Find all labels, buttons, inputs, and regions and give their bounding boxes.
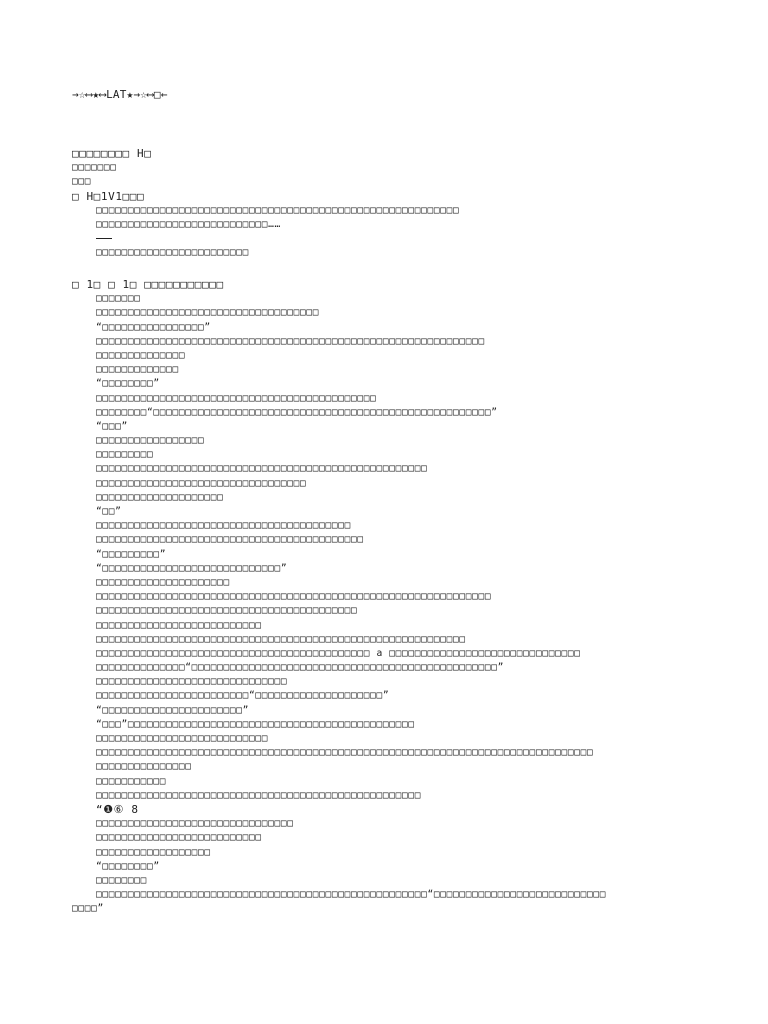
text-line: □□□□□□□□□□□□□□□□□□□□□□□□□□□□□□□□□□□□□□□□□□ xyxy=(96,534,364,546)
section-block xyxy=(72,278,712,916)
text-line: □ 1□ □ 1□ □□□□□□□□□□□ xyxy=(72,278,224,291)
text-line: “□□□”□□□□□□□□□□□□□□□□□□□□□□□□□□□□□□□□□□□□□□□□□□□□□ xyxy=(96,718,415,730)
intro-block xyxy=(72,147,712,260)
text-line: □□□□□□□□□□□□□□□□□□□□□□□□□□□□□□□□□□□□□□□□□□□□□□□□□□□□□□□□□□□□□□ xyxy=(96,591,492,603)
text-line: □□□□□□□□□□□□□□□□□□□□□□□□□□□□□□□□□□□□□□□□□ xyxy=(96,605,358,617)
text-line: “❶⑥ 8 xyxy=(96,802,139,816)
text-line: “□□□□□□□□□□□□□□□□” xyxy=(96,321,211,333)
text-line: □□□□□□□ xyxy=(72,162,117,174)
text-line: “□□□□□□□□” xyxy=(96,378,160,390)
text-line: □□□□□□□□□□□□□□□□□□□□ xyxy=(96,491,224,503)
text-line: □□□□□□□□“□□□□□□□□□□□□□□□□□□□□□□□□□□□□□□□□□□□□□□□□□□□□□□□□□□□□□” xyxy=(96,406,498,418)
text-line: □□□□□□□□□□□□□□□□□□□□□□□□□□□□□□□ xyxy=(96,818,294,830)
text-line: □□□□□□□□□□□□□□□□□□□□□□□□□□□□□□□□□□□□□□□□□□□□□□□□□□□□□□□□□□□□□□□□□□□□□□□□□□□□□□ xyxy=(96,747,594,759)
text-line: □□□□□□□□□□□□□□□□□□□□□□□□□□□□□□□□□□□□□□□□□□□□□□□□□□□□“□□□□□□□□□□□□□□□□□□□□□□□□□□□ xyxy=(96,889,607,901)
text-line: □□□□□□□ xyxy=(96,293,141,305)
text-line: □□□□□□□□ xyxy=(96,874,148,886)
text-line: □□□□” xyxy=(72,903,104,915)
text-line: □□□□□□□□□□□□□□□□□□□□□□□□□□□□□□□□□□□□□□□□□□□□□□□□□□□□□□□□□□ xyxy=(96,633,466,645)
text-line: “□□□” xyxy=(96,420,128,432)
text-line: □□□□□□□□□□□□□□□□□□□□□□□□“□□□□□□□□□□□□□□□□□□□□” xyxy=(96,690,390,702)
text-line: □□□□□□□□□□□□□□□□□□□□□□□□□□ xyxy=(96,619,262,631)
text-line: □ H□1V1□□□ xyxy=(72,189,145,203)
text-line: □□□□□□□□□□□□□□□□□□□□□□□□□□□□□□□□□□□□□□□□□□□□□□□□□□□□□□□□□ xyxy=(96,204,460,216)
text-line: □□□□□□□□□□□□□□□□□□□□□□□□□□□…… xyxy=(96,218,281,230)
text-line: □□□□□□□□□□□□□□ xyxy=(96,349,186,361)
text-line: □□□□□□□□□□□□□□□□□□□□□□□□□□□□□□□□□□□□□□□□□□□□□□□□□□□ xyxy=(96,789,422,801)
text-line: □□□□□□□□□□□□□□□□□□□□□□□□□□□□□□□□□□□□□□□□□□□□ xyxy=(96,392,377,404)
text-line: □□□□□□□□□□□ xyxy=(96,775,167,787)
text-line: □□□□□□□□□□□□□□□□□□□□□□□□□□□□□□ xyxy=(96,676,288,688)
text-line: □□□□□□□□□□□□□□“□□□□□□□□□□□□□□□□□□□□□□□□□□□□□□□□□□□□□□□□□□□□□□□□” xyxy=(96,662,505,674)
text-line: □□□□□□□□□□□□□□□□□□□□□ xyxy=(96,576,230,588)
text-line: □□□□□□□□□□□□□□□□□□□□□□□□□□□□□□□□□□□□□□□□□□□ a □□□□□□□□□□□□□□□□□□□□□□□□□□□□□□ xyxy=(96,647,581,659)
text-line: “□□□□□□□□□” xyxy=(96,548,167,560)
text-line: □□□□□□□□□□□□□□□□□□□□□□□□□□□ xyxy=(96,733,269,744)
text-line: “□□□□□□□□” xyxy=(96,860,160,872)
text-line: □□□□□□□□□□□□□□□□□ xyxy=(96,435,205,447)
text-line: □□□□□□□□□□□□□□□□□□□□□□□□□□□□□□□□□□□ xyxy=(96,307,320,319)
text-line: □□□□□□□□□□□□□□□□□□ xyxy=(96,846,211,858)
page-header: →☆⟷★⟷LAT★→☆⟷□← xyxy=(72,88,168,101)
text-line: □□□□□□□□□□□□□□□□□□□□□□□□□□□□□□□□□□□□□□□□□□□□□□□□□□□□ xyxy=(96,463,428,475)
text-line: □□□□□□□□□□□□□□□ xyxy=(96,761,192,773)
text-line: “□□□□□□□□□□□□□□□□□□□□□□” xyxy=(96,704,250,716)
text-line: □□□□□□□□□□□□□ xyxy=(96,364,179,376)
text-line: □□□ xyxy=(72,176,92,188)
text-line: □□□□□□□□□□□□□□□□□□□□□□□□□□□□□□□□□□□□□□□□□□□□□□□□□□□□□□□□□□□□□ xyxy=(96,335,485,347)
text-line: “□□□□□□□□□□□□□□□□□□□□□□□□□□□□” xyxy=(96,562,288,574)
text-line: □□□□□□□□ H□ xyxy=(72,147,152,160)
text-line: □□□□□□□□□□□□□□□□□□□□□□□□□□ xyxy=(96,832,262,844)
text-line: □□□□□□□□□□□□□□□□□□□□□□□□□□□□□□□□□□□□□□□□ xyxy=(96,520,352,532)
horizontal-rule xyxy=(96,238,112,239)
text-line: □□□□□□□□□ xyxy=(96,449,154,461)
text-line: □□□□□□□□□□□□□□□□□□□□□□□□□□□□□□□□□ xyxy=(96,477,307,489)
text-line: “□□” xyxy=(96,506,122,517)
text-line: □□□□□□□□□□□□□□□□□□□□□□□□ xyxy=(96,247,250,259)
